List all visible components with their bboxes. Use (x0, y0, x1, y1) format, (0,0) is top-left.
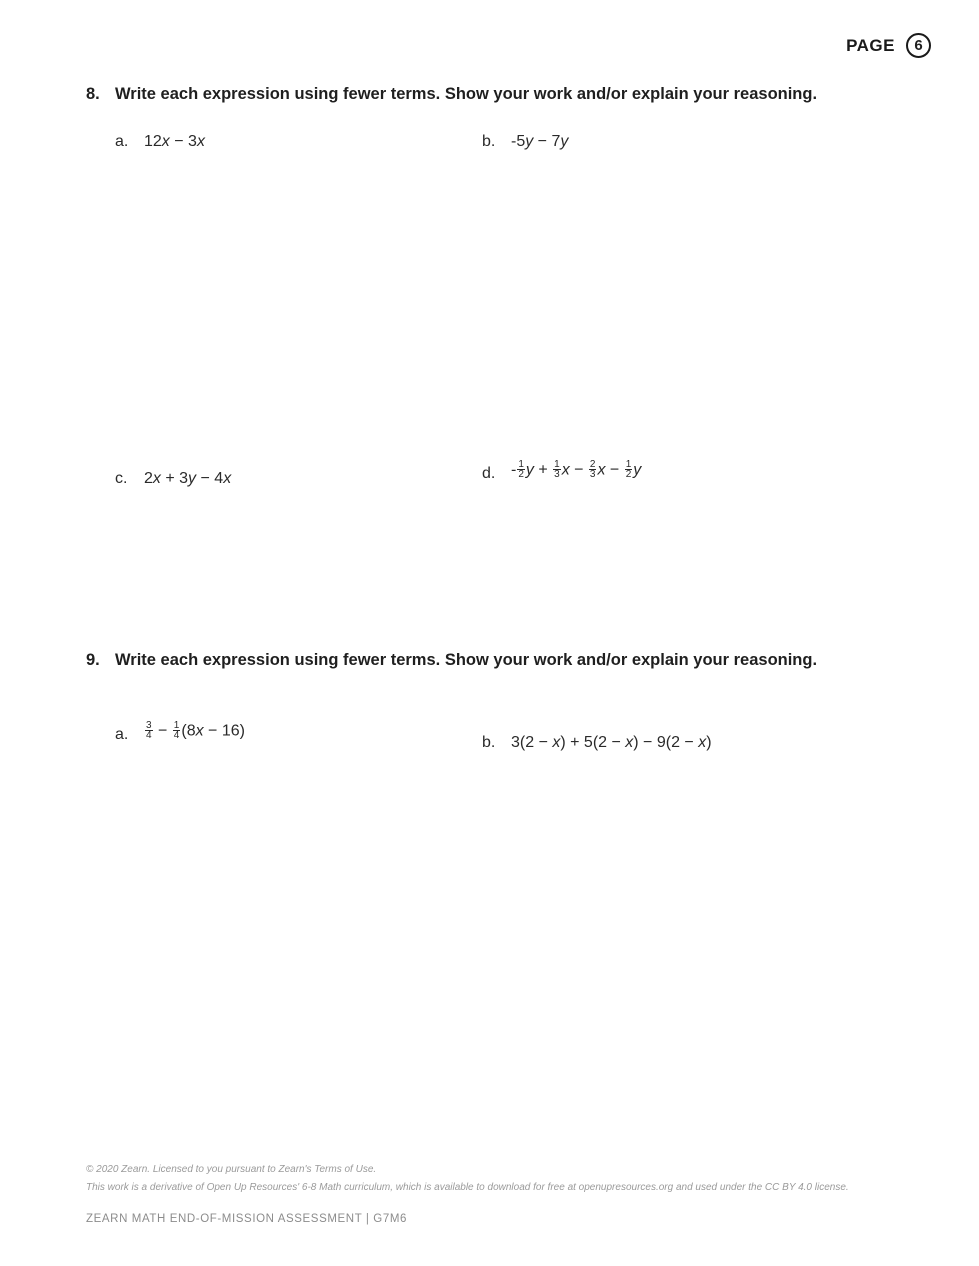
question-8-prompt: Write each expression using fewer terms. Show your work and/or explain your reasoning. (115, 85, 818, 103)
q8-part-c-expression: 2x + 3y − 4x (144, 470, 232, 487)
page-number: 6 (914, 37, 923, 54)
question-9-prompt: Write each expression using fewer terms. Show your work and/or explain your reasoning. (115, 651, 818, 669)
fraction: $\frac{1}{3}$ (554, 459, 560, 480)
q8-part-b-label: b. (482, 133, 496, 150)
footer-assessment-title: ZEARN MATH END-OF-MISSION ASSESSMENT | G7M6 (86, 1213, 408, 1225)
footer-license: This work is a derivative of Open Up Resources' 6-8 Math curriculum, which is available to download for free at openupresources.org and used under the CC BY 4.0 license. (86, 1182, 849, 1193)
q9-part-b-expression: 3(2 − x) + 5(2 − x) − 9(2 − x) (511, 734, 712, 751)
page-number-badge (906, 33, 931, 58)
question-9-number: 9. (86, 651, 100, 669)
q9-part-a-label: a. (115, 726, 129, 743)
q9-part-b-label: b. (482, 734, 496, 751)
fraction: $\frac{2}{3}$ (589, 459, 596, 480)
q8-part-c-label: c. (115, 470, 128, 487)
q8-part-d-expression: - $\frac{1}{2}$ y + $\frac{1}{3}$ x − $\frac{2}{3}$ x − $\frac{1}{2}$ y (511, 459, 642, 480)
q8-part-d-label: d. (482, 465, 496, 482)
q9-part-a-expression: $\frac{3}{4}$ − $\frac{1}{4}$ (8x − 16) (146, 720, 245, 741)
fraction: $\frac{1}{2}$ (518, 459, 524, 480)
question-8-number: 8. (86, 85, 100, 103)
fraction: $\frac{1}{4}$ (173, 720, 180, 741)
fraction: $\frac{1}{2}$ (625, 459, 632, 480)
page-label: PAGE (846, 36, 895, 55)
q8-part-a-label: a. (115, 133, 129, 150)
q8-part-a-expression: 12x − 3x (144, 133, 205, 150)
q8-part-b-expression: -5y − 7y (511, 133, 569, 150)
footer-copyright: © 2020 Zearn. Licensed to you pursuant to Zearn's Terms of Use. (86, 1164, 377, 1175)
fraction: $\frac{3}{4}$ (146, 720, 152, 741)
